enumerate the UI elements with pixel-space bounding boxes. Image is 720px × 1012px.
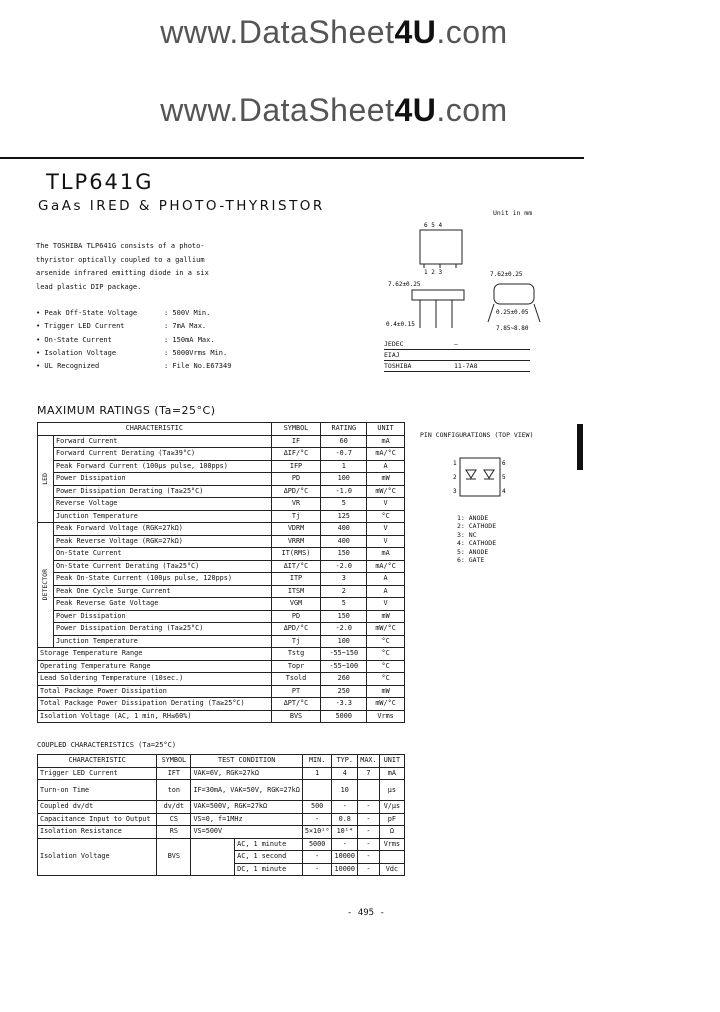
rating-row	[38, 548, 405, 561]
rating-symbol: ITSM	[271, 585, 321, 598]
coupled-row	[38, 767, 405, 780]
rating-unit: mA/°C	[367, 560, 405, 573]
rating-characteristic: Total Package Power Dissipation	[38, 685, 272, 698]
rating-characteristic: Peak On-State Current (100μs pulse, 120pps)	[54, 573, 272, 586]
cc-characteristic: Coupled dv/dt	[38, 801, 157, 814]
header-symbol: SYMBOL	[271, 423, 321, 436]
group-led	[38, 435, 54, 523]
rating-symbol: PD	[271, 473, 321, 486]
pin-item: 4: CATHODE	[457, 539, 497, 548]
cc-symbol: RS	[157, 826, 191, 839]
rating-unit: V	[367, 598, 405, 611]
cc-symbol: dv/dt	[157, 801, 191, 814]
rating-unit: A	[367, 460, 405, 473]
rating-characteristic: Power Dissipation Derating (Ta≥25°C)	[54, 485, 272, 498]
header-characteristic: CHARACTERISTIC	[38, 423, 272, 436]
rating-characteristic: Total Package Power Dissipation Derating (Ta≥25°C)	[38, 698, 272, 711]
rating-unit: mA	[367, 435, 405, 448]
rating-symbol: ITP	[271, 573, 321, 586]
header-unit: UNIT	[367, 423, 405, 436]
part-number-title: TLP641G	[46, 170, 154, 194]
cc-characteristic: Trigger LED Current	[38, 767, 157, 780]
cc-typ: 10000	[332, 851, 358, 864]
rating-unit: V	[367, 498, 405, 511]
pin2-label: 2	[453, 474, 457, 481]
unit-label: Unit in mm	[493, 209, 533, 217]
cc-typ: 10000	[332, 863, 358, 876]
coupled-row-isolation	[38, 838, 405, 851]
cc-condition: VS=500V	[191, 826, 302, 839]
cc-max: -	[358, 813, 380, 826]
rating-symbol: Tj	[271, 510, 321, 523]
cc-header-unit: UNIT	[379, 755, 404, 768]
rating-row	[38, 473, 405, 486]
pkg-row-eiaj: EIAJ	[384, 350, 530, 361]
rating-value: -2.0	[321, 560, 367, 573]
max-ratings-header-row	[38, 423, 405, 436]
feature-item	[36, 360, 231, 373]
dim-row-spacing: 7.62±0.25	[490, 271, 523, 278]
feature-item	[36, 347, 231, 360]
cc-condition: VAK=500V, RGK=27kΩ	[191, 801, 302, 814]
rating-characteristic: Power Dissipation Derating (Ta≥25°C)	[54, 623, 272, 636]
rating-characteristic: On-State Current Derating (Ta≥25°C)	[54, 560, 272, 573]
cc-min: -	[302, 863, 332, 876]
cc-unit: μs	[379, 780, 404, 801]
rating-unit: A	[367, 585, 405, 598]
feature-value: : 5000Vrms Min.	[164, 348, 228, 357]
rating-row	[38, 635, 405, 648]
cc-symbol: CS	[157, 813, 191, 826]
cc-header-min: MIN.	[302, 755, 332, 768]
rating-symbol: Tsold	[271, 673, 321, 686]
device-description: The TOSHIBA TLP641G consists of a photo-thyristor optically coupled to a gallium arsenide infrared emitting diode in a six lead plastic DIP package.	[36, 242, 209, 291]
rating-characteristic: Isolation Voltage (AC, 1 min, RH≤60%)	[38, 710, 272, 723]
cc-header-symbol: SYMBOL	[157, 755, 191, 768]
max-ratings-title: MAXIMUM RATINGS (Ta=25°C)	[37, 404, 216, 417]
cc-max: -	[358, 826, 380, 839]
rating-row	[38, 560, 405, 573]
rating-unit: mW/°C	[367, 485, 405, 498]
rating-row	[38, 585, 405, 598]
cc-condition: VS=0, f=1MHz	[191, 813, 302, 826]
rating-value: -55~150	[321, 648, 367, 661]
cc-max: -	[358, 838, 380, 851]
pin-item: 1: ANODE	[457, 514, 489, 522]
pin-item: 3: NC	[457, 530, 477, 539]
cc-header-test-condition: TEST CONDITION	[191, 755, 302, 768]
cc-max: -	[358, 801, 380, 814]
rating-characteristic: Peak Forward Voltage (RGK=27kΩ)	[54, 523, 272, 536]
rating-symbol: ΔIT/°C	[271, 560, 321, 573]
feature-value: : 150mA Max.	[164, 335, 215, 344]
feature-item	[36, 320, 231, 333]
rating-characteristic: Lead Soldering Temperature (10sec.)	[38, 673, 272, 686]
coupled-table	[37, 754, 405, 876]
rating-symbol: ΔPT/°C	[271, 698, 321, 711]
rating-row	[38, 448, 405, 461]
rating-row	[38, 660, 405, 673]
cc-condition: AC, 1 second	[235, 851, 303, 864]
rating-unit: V	[367, 535, 405, 548]
rating-value: 5	[321, 598, 367, 611]
rating-value: 150	[321, 548, 367, 561]
rating-value: 400	[321, 535, 367, 548]
cc-condition: AC, 1 minute	[235, 838, 303, 851]
rating-value: 5	[321, 498, 367, 511]
cc-unit	[379, 851, 404, 864]
feature-label: • Peak Off-State Voltage	[36, 309, 138, 317]
rating-unit: °C	[367, 648, 405, 661]
pin-item: 5: ANODE	[457, 547, 489, 556]
rating-value: 150	[321, 610, 367, 623]
rating-row	[38, 535, 405, 548]
rating-unit: Vrms	[367, 710, 405, 723]
dim-lead: 0.25±0.05	[496, 309, 529, 316]
cc-min: -	[302, 813, 332, 826]
rating-row	[38, 598, 405, 611]
rating-value: 1	[321, 460, 367, 473]
cc-characteristic: Isolation Resistance	[38, 826, 157, 839]
rating-row	[38, 573, 405, 586]
rating-characteristic: Peak Forward Current (100μs pulse, 100pps)	[54, 460, 272, 473]
cc-min: 5000	[302, 838, 332, 851]
cc-typ: 10¹⁴	[332, 826, 358, 839]
rating-characteristic: Storage Temperature Range	[38, 648, 272, 661]
coupled-row	[38, 801, 405, 814]
rating-value: 400	[321, 523, 367, 536]
cc-min: 1	[302, 767, 332, 780]
rating-row	[38, 523, 405, 536]
rating-row	[38, 435, 405, 448]
pin-item: 6: GATE	[457, 556, 485, 565]
rating-unit: mA/°C	[367, 448, 405, 461]
cc-header-max: MAX.	[358, 755, 380, 768]
feature-value: : 500V Min.	[164, 309, 211, 317]
coupled-row	[38, 780, 405, 801]
rating-unit: A	[367, 573, 405, 586]
rating-value: 2	[321, 585, 367, 598]
watermark-top: www.DataSheet4U.com	[160, 14, 508, 50]
coupled-row	[38, 813, 405, 826]
pin-list	[457, 514, 496, 564]
pins-bottom-label: 1 2 3	[424, 269, 443, 276]
rating-symbol: BVS	[271, 710, 321, 723]
rating-row	[38, 698, 405, 711]
cc-typ: 0.8	[332, 813, 358, 826]
cc-header-typ: TYP.	[332, 755, 358, 768]
rating-characteristic: On-State Current	[54, 548, 272, 561]
rating-unit: mW	[367, 610, 405, 623]
coupled-row	[38, 826, 405, 839]
rating-symbol: VRRM	[271, 535, 321, 548]
group-detector	[38, 523, 54, 648]
rating-unit: °C	[367, 510, 405, 523]
rating-characteristic: Junction Temperature	[54, 635, 272, 648]
group-led-label: LED	[41, 472, 49, 485]
cc-max: -	[358, 851, 380, 864]
cc-header-characteristic: CHARACTERISTIC	[38, 755, 157, 768]
watermark-second: www.DataSheet4U.com	[160, 92, 508, 128]
feature-label: • Isolation Voltage	[36, 348, 117, 357]
rating-row	[38, 685, 405, 698]
rating-symbol: IT(RMS)	[271, 548, 321, 561]
rating-unit: mW	[367, 473, 405, 486]
cc-min: 5×10¹⁰	[302, 826, 332, 839]
rating-unit: °C	[367, 673, 405, 686]
cc-condition: IF=30mA, VAK=50V, RGK=27kΩ	[191, 780, 302, 801]
group-detector-label: DETECTOR	[41, 569, 49, 601]
rating-unit: °C	[367, 660, 405, 673]
rating-unit: V	[367, 523, 405, 536]
rating-row	[38, 485, 405, 498]
rating-value: -1.0	[321, 485, 367, 498]
pins-top-label: 6 5 4	[424, 222, 443, 229]
cc-unit: Vdc	[379, 863, 404, 876]
cc-max	[358, 780, 380, 801]
cc-condition: VAK=6V, RGK=27kΩ	[191, 767, 302, 780]
pin-item: 2: CATHODE	[457, 522, 497, 531]
rating-characteristic: Forward Current	[54, 435, 272, 448]
rating-characteristic: Power Dissipation	[54, 473, 272, 486]
pin-config-diagram	[452, 452, 512, 502]
rating-unit: mW	[367, 685, 405, 698]
pin4-label: 4	[502, 488, 506, 495]
cc-unit: Ω	[379, 826, 404, 839]
rating-value: 250	[321, 685, 367, 698]
rating-unit: mW/°C	[367, 698, 405, 711]
rating-value: 3	[321, 573, 367, 586]
cc-typ: -	[332, 801, 358, 814]
pkg-row-toshiba: TOSHIBA 11-7A8	[384, 361, 530, 372]
feature-label: • On-State Current	[36, 335, 112, 344]
cc-min: 500	[302, 801, 332, 814]
pkg-row-jedec: JEDEC —	[384, 339, 530, 350]
rating-row	[38, 648, 405, 661]
rating-symbol: IF	[271, 435, 321, 448]
cc-typ: 4	[332, 767, 358, 780]
pin3-label: 3	[453, 488, 457, 495]
package-standards-table	[384, 339, 530, 372]
rating-value: 125	[321, 510, 367, 523]
rating-symbol: ΔIF/°C	[271, 448, 321, 461]
cc-condition: DC, 1 minute	[235, 863, 303, 876]
rating-row	[38, 623, 405, 636]
rating-unit: mW/°C	[367, 623, 405, 636]
cc-max: -	[358, 863, 380, 876]
cc-symbol: ton	[157, 780, 191, 801]
header-rating: RATING	[321, 423, 367, 436]
rating-row	[38, 460, 405, 473]
rating-symbol: ΔPD/°C	[271, 623, 321, 636]
cc-typ: 10	[332, 780, 358, 801]
rating-row	[38, 510, 405, 523]
coupled-title: COUPLED CHARACTERISTICS (Ta=25°C)	[37, 741, 177, 749]
rating-value: 100	[321, 635, 367, 648]
rating-symbol: Tj	[271, 635, 321, 648]
cc-characteristic: Capacitance Input to Output	[38, 813, 157, 826]
rating-symbol: IFP	[271, 460, 321, 473]
pin5-label: 5	[502, 474, 506, 481]
rating-value: -55~100	[321, 660, 367, 673]
rating-value: 60	[321, 435, 367, 448]
rating-characteristic: Peak One Cycle Surge Current	[54, 585, 272, 598]
dim-width: 7.62±0.25	[388, 281, 421, 288]
feature-label: • UL Recognized	[36, 362, 100, 371]
cc-unit: V/μs	[379, 801, 404, 814]
coupled-header-row	[38, 755, 405, 768]
cc-unit: pF	[379, 813, 404, 826]
rating-characteristic: Power Dissipation	[54, 610, 272, 623]
rating-symbol: PT	[271, 685, 321, 698]
rating-value: 260	[321, 673, 367, 686]
cc-symbol: IFT	[157, 767, 191, 780]
rating-symbol: VR	[271, 498, 321, 511]
cc-max: 7	[358, 767, 380, 780]
rating-value: 100	[321, 473, 367, 486]
rating-characteristic: Junction Temperature	[54, 510, 272, 523]
cc-min: -	[302, 851, 332, 864]
feature-label: • Trigger LED Current	[36, 322, 125, 331]
rating-symbol: PD	[271, 610, 321, 623]
rating-value: -3.3	[321, 698, 367, 711]
cc-characteristic: Isolation Voltage	[38, 838, 157, 876]
rating-unit: mA	[367, 548, 405, 561]
feature-value: : File No.E67349	[164, 362, 232, 371]
page-number: - 495 -	[347, 908, 385, 918]
page-edge-tab	[577, 424, 583, 470]
pin-config-title: PIN CONFIGURATIONS (TOP VIEW)	[420, 431, 534, 439]
rating-symbol: ΔPD/°C	[271, 485, 321, 498]
rating-characteristic: Operating Temperature Range	[38, 660, 272, 673]
header-rule	[0, 157, 584, 159]
rating-unit: °C	[367, 635, 405, 648]
rating-row	[38, 710, 405, 723]
cc-unit: mA	[379, 767, 404, 780]
dim-span: 7.85~8.80	[496, 325, 529, 332]
cc-characteristic: Turn-on Time	[38, 780, 157, 801]
rating-value: -2.0	[321, 623, 367, 636]
rating-symbol: Tstg	[271, 648, 321, 661]
cc-symbol: BVS	[157, 838, 191, 876]
dim-pin: 0.4±0.15	[386, 321, 415, 328]
package-outline-drawing	[384, 214, 544, 340]
pin1-label: 1	[453, 460, 457, 467]
device-subtitle: GaAs IRED & PHOTO-THYRISTOR	[38, 198, 325, 214]
cc-min	[302, 780, 332, 801]
rating-symbol: VDRM	[271, 523, 321, 536]
rating-value: -0.7	[321, 448, 367, 461]
cc-unit: Vrms	[379, 838, 404, 851]
rating-row	[38, 498, 405, 511]
rating-characteristic: Peak Reverse Voltage (RGK=27kΩ)	[54, 535, 272, 548]
feature-value: : 7mA Max.	[164, 322, 207, 331]
pin6-label: 6	[502, 460, 506, 467]
feature-list	[36, 307, 231, 373]
rating-characteristic: Reverse Voltage	[54, 498, 272, 511]
max-ratings-table	[37, 422, 405, 723]
cc-condition-blank	[191, 838, 235, 876]
feature-item	[36, 307, 231, 320]
rating-characteristic: Peak Reverse Gate Voltage	[54, 598, 272, 611]
cc-typ: -	[332, 838, 358, 851]
rating-characteristic: Forward Current Derating (Ta≥39°C)	[54, 448, 272, 461]
rating-symbol: VGM	[271, 598, 321, 611]
rating-symbol: Topr	[271, 660, 321, 673]
rating-row	[38, 610, 405, 623]
rating-value: 5000	[321, 710, 367, 723]
feature-item	[36, 334, 231, 347]
rating-row	[38, 673, 405, 686]
